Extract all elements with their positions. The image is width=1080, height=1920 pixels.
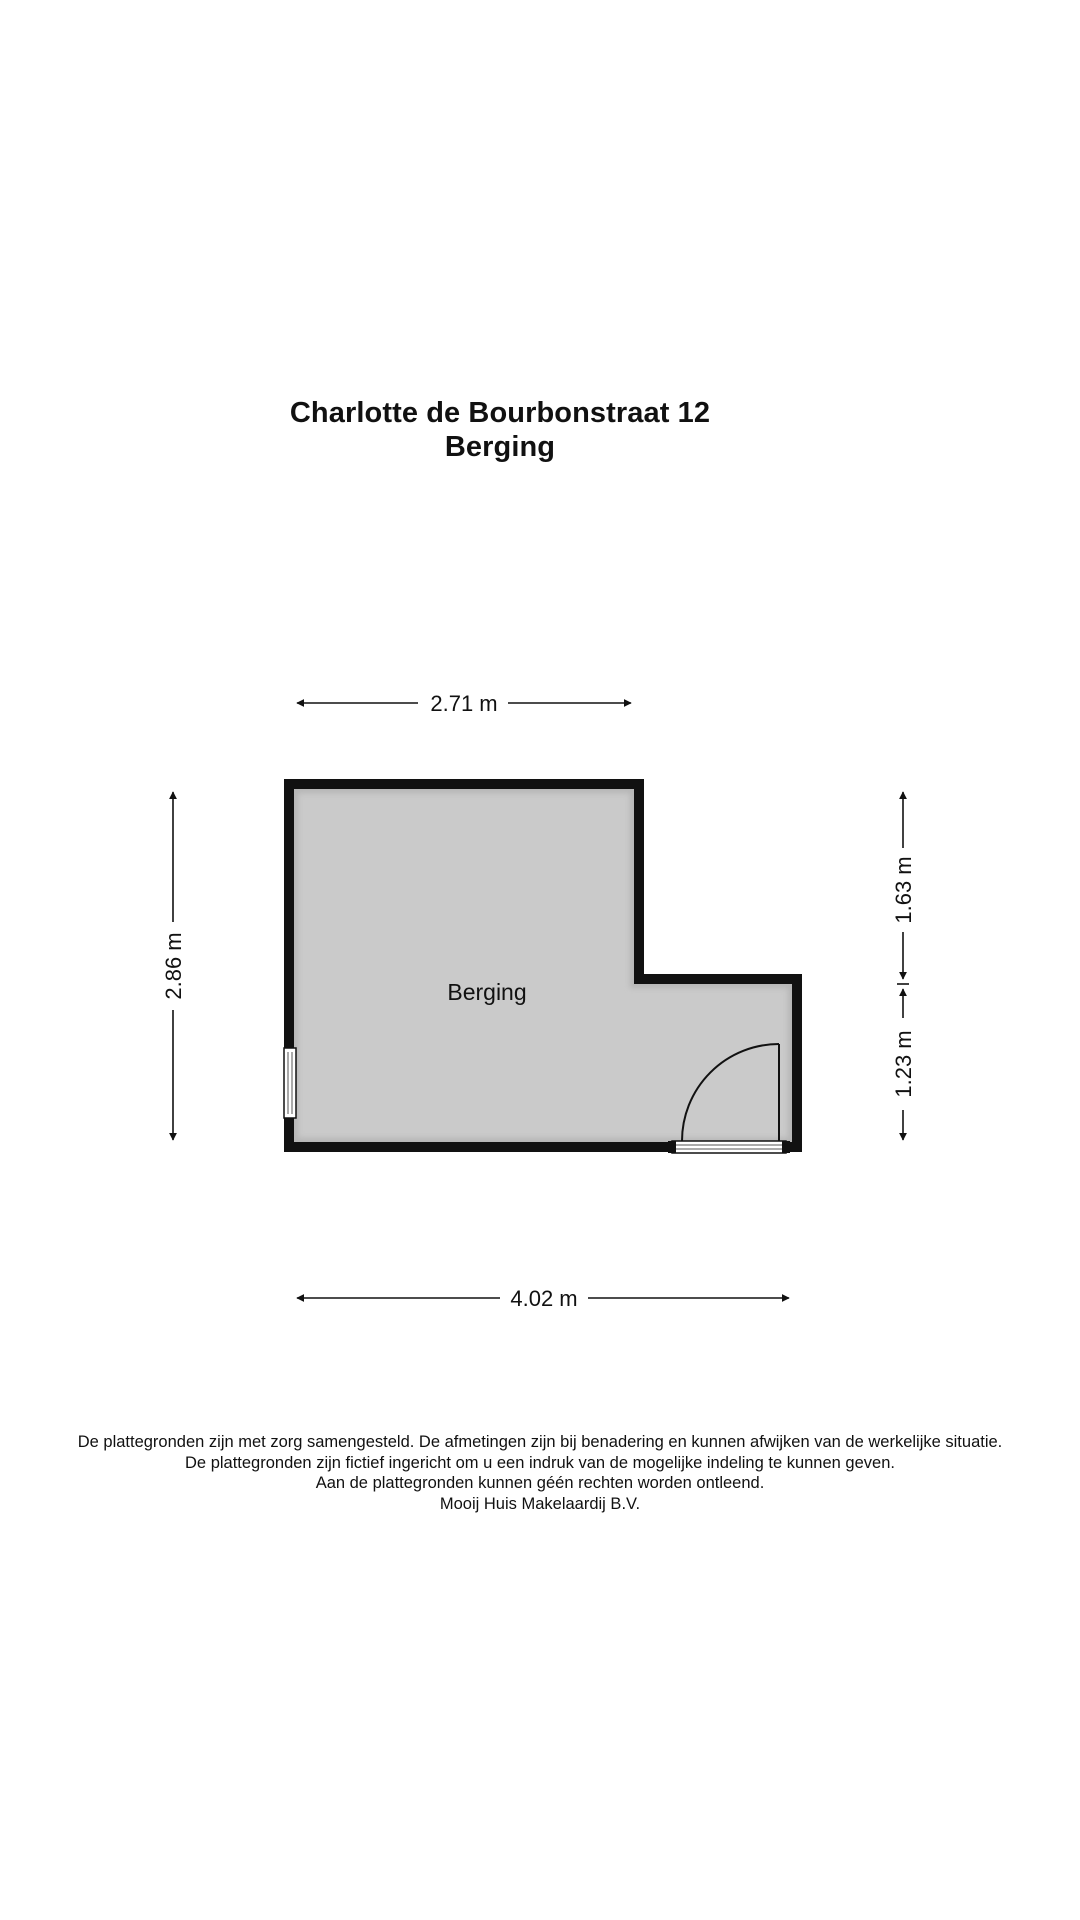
dimension-left-label: 2.86 m — [161, 932, 186, 1000]
dimension-right-lower — [891, 989, 916, 1140]
room-floor — [294, 789, 792, 1142]
dimension-top — [297, 691, 631, 716]
dimension-bottom — [297, 1286, 789, 1311]
disclaimer-line: De plattegronden zijn met zorg samengesteld. De afmetingen zijn bij benadering en kunnen afwijken van de werkelijke situatie. — [77, 1433, 1003, 1451]
room-label: Berging — [447, 979, 527, 1005]
disclaimer-line: Aan de plattegronden kunnen géén rechten worden ontleend. — [315, 1474, 765, 1492]
dimension-right-lower-label: 1.23 m — [891, 1030, 916, 1098]
company-name: Mooij Huis Makelaardij B.V. — [439, 1494, 641, 1513]
disclaimer — [0, 1432, 1080, 1514]
dimension-top-label: 2.71 m — [430, 691, 498, 716]
disclaimer-line: De plattegronden zijn fictief ingericht om u een indruk van de mogelijke indeling te kunnen geven. — [185, 1453, 895, 1472]
dimension-right-upper-label: 1.63 m — [891, 856, 916, 924]
floor-title: Berging — [444, 431, 556, 463]
address-title: Charlotte de Bourbonstraat 12 — [289, 397, 711, 429]
dimension-left — [161, 792, 186, 1140]
dimension-right-upper — [891, 792, 916, 984]
dimension-bottom-label: 4.02 m — [510, 1286, 578, 1311]
window-left — [284, 1048, 296, 1118]
